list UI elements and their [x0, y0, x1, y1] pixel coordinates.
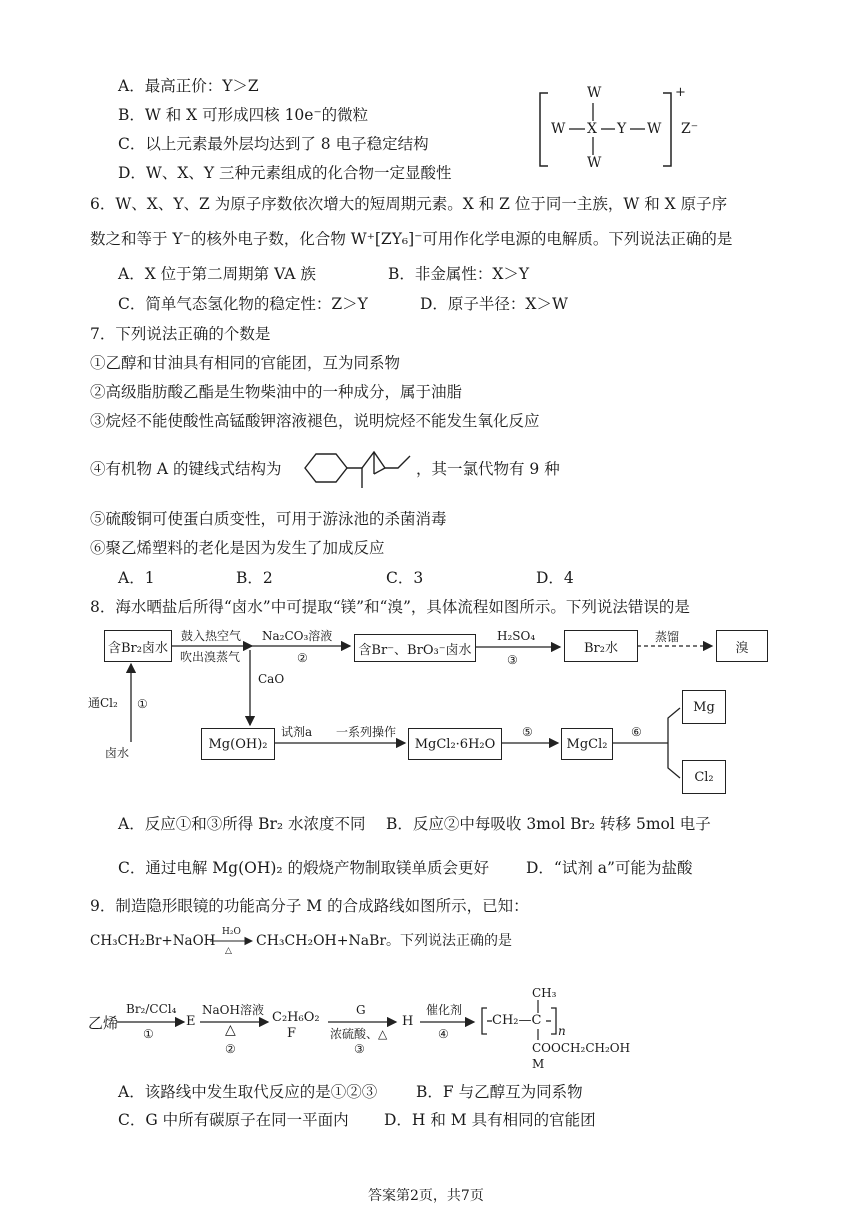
q9-compound-m: M	[532, 1057, 545, 1071]
flow-label-blow-bromine: 吹出溴蒸气	[180, 650, 241, 664]
q9-option-d: D．H 和 M 具有相同的官能团	[384, 1111, 596, 1129]
flow-box-mgcl2: MgCl₂	[561, 728, 613, 760]
q5-anion: Z⁻	[681, 121, 699, 137]
flow-label-step5: ⑤	[522, 725, 533, 739]
q9-compound-f: F	[287, 1026, 297, 1041]
flow-label-cl2: 通Cl₂	[88, 696, 118, 710]
q5-option-d: D．W、X、Y 三种元素组成的化合物一定显酸性	[118, 164, 452, 182]
q5-option-a: A．最高正价：Y＞Z	[118, 77, 259, 95]
flow-label-reagent-a: 试剂a	[281, 725, 313, 739]
q9-r1-reagent: Br₂/CCl₄	[126, 1002, 177, 1016]
q7-option-b: B．2	[236, 569, 273, 587]
q9-r3-reagent-g: G	[356, 1003, 366, 1017]
q9-poly-n: n	[558, 1024, 566, 1038]
flow-label-na2co3: Na₂CO₃溶液	[262, 629, 333, 643]
flow-label-blow-hot-air: 鼓入热空气	[181, 629, 242, 643]
q8-option-b: B．反应②中每吸收 3mol Br₂ 转移 5mol 电子	[386, 815, 711, 833]
q9-r1-num: ①	[143, 1027, 154, 1041]
q9-stem: 9．制造隐形眼镜的功能高分子 M 的合成路线如图所示，已知：	[90, 897, 529, 915]
q9-compound-e: E	[186, 1014, 196, 1029]
flow-box-mgoh2: Mg(OH)₂	[201, 728, 275, 760]
q5-atom-w-bottom: W	[587, 155, 602, 171]
q5-atom-w-left: W	[551, 121, 566, 137]
q5-charge-plus: +	[675, 85, 686, 100]
q9-r2-reagent: NaOH溶液	[202, 1003, 264, 1017]
q8-stem: 8．海水晒盐后所得“卤水”中可提取“镁”和“溴”，具体流程如图所示。下列说法错误的是	[90, 598, 690, 616]
q5-atom-y: Y	[617, 121, 627, 137]
flow-box-mg: Mg	[682, 690, 726, 724]
flow-label-distill: 蒸馏	[655, 630, 680, 644]
flow-box-cl2: Cl₂	[682, 760, 726, 794]
q9-known-above: H₂O	[222, 927, 241, 937]
q5-atom-w-top: W	[587, 85, 602, 101]
q5-option-b: B．W 和 X 可形成四核 10e⁻的微粒	[118, 106, 369, 124]
q6-option-d: D．原子半径：X＞W	[420, 295, 568, 313]
q6-option-b: B．非金属性：X＞Y	[388, 265, 530, 283]
flow-box-brine-br2: 含Br₂卤水	[104, 630, 172, 662]
q7-statement-1: ①乙醇和甘油具有相同的官能团，互为同系物	[90, 354, 401, 372]
q9-r2-heat: △	[225, 1022, 236, 1038]
flow-label-brine: 卤水	[105, 746, 130, 760]
flow-label-step6: ⑥	[631, 725, 642, 739]
q9-poly-ch3: CH₃	[532, 986, 557, 1000]
flow-label-step2: ②	[297, 651, 308, 665]
q9-known-below: △	[225, 946, 232, 956]
q7-statement-3: ③烷烃不能使酸性高锰酸钾溶液褪色，说明烷烃不能发生氧化反应	[90, 412, 540, 430]
q6-stem-line1: 6．W、X、Y、Z 为原子序数依次增大的短周期元素。X 和 Z 位于同一主族，W 和 X 原子序	[90, 195, 728, 213]
q9-known-post: CH₃CH₂OH+NaBr。下列说法正确的是	[256, 933, 513, 949]
flow-label-ops: 一系列操作	[336, 725, 397, 739]
q7-statement-2: ②高级脂肪酸乙酯是生物柴油中的一种成分，属于油脂	[90, 383, 463, 401]
flow-label-step3: ③	[507, 653, 518, 667]
flow-label-step1: ①	[137, 697, 148, 711]
q7-statement-5: ⑤硫酸铜可使蛋白质变性，可用于游泳池的杀菌消毒	[90, 510, 447, 528]
q7-option-d: D．4	[536, 569, 574, 587]
q9-r3-conditions: 浓硫酸、△	[330, 1027, 388, 1041]
q9-r3-num: ③	[354, 1042, 365, 1056]
flow-label-cao: CaO	[258, 672, 285, 686]
q5-atom-w-right: W	[647, 121, 662, 137]
q6-option-a: A．X 位于第二周期第 VA 族	[118, 265, 316, 283]
q6-option-c: C．简单气态氢化物的稳定性：Z＞Y	[118, 295, 368, 313]
q9-r2-num: ②	[225, 1042, 236, 1056]
page-footer: 答案第2页，共7页	[368, 1188, 484, 1204]
q7-statement-6: ⑥聚乙烯塑料的老化是因为发生了加成反应	[90, 539, 385, 557]
flow-box-br2-water: Br₂水	[564, 630, 638, 662]
q9-compound-h: H	[402, 1014, 414, 1029]
q7-statement-4-pre: ④有机物 A 的键线式结构为	[90, 460, 282, 478]
q8-option-a: A．反应①和③所得 Br₂ 水浓度不同	[118, 815, 366, 833]
q9-option-c: C．G 中所有碳原子在同一平面内	[118, 1111, 349, 1129]
q8-option-c: C．通过电解 Mg(OH)₂ 的煅烧产物制取镁单质会更好	[118, 859, 490, 877]
q9-r4-catalyst: 催化剂	[426, 1003, 463, 1017]
q9-option-b: B．F 与乙醇互为同系物	[416, 1083, 583, 1101]
q7-option-c: C．3	[386, 569, 424, 587]
q8-option-d: D．“试剂 a”可能为盐酸	[526, 859, 693, 877]
q5-option-c: C．以上元素最外层均达到了 8 电子稳定结构	[118, 135, 429, 153]
q7-statement-4-post: ，其一氯代物有 9 种	[416, 460, 560, 478]
flow-box-mgcl2-6h2o: MgCl₂·6H₂O	[408, 728, 502, 760]
flow-label-h2so4: H₂SO₄	[497, 629, 536, 643]
q9-known-pre: CH₃CH₂Br+NaOH	[90, 933, 216, 949]
q9-option-a: A．该路线中发生取代反应的是①②③	[118, 1083, 378, 1101]
q7-stem: 7．下列说法正确的个数是	[90, 325, 271, 343]
flow-box-br-bro3: 含Br⁻、BrO₃⁻卤水	[354, 634, 476, 662]
q9-start-ethylene: 乙烯	[88, 1014, 119, 1032]
q9-poly-side: COOCH₂CH₂OH	[532, 1041, 631, 1055]
q9-f-formula: C₂H₆O₂	[272, 1010, 320, 1025]
flow-box-bromine: 溴	[716, 630, 768, 662]
q9-poly-main: CH₂—C	[492, 1013, 542, 1028]
q9-r4-num: ④	[438, 1027, 449, 1041]
q6-stem-line2: 数之和等于 Y⁻的核外电子数，化合物 W⁺[ZY₆]⁻可用作化学电源的电解质。下列说法正确的是	[90, 230, 733, 248]
q7-option-a: A．1	[118, 569, 155, 587]
q5-atom-x: X	[587, 121, 597, 137]
